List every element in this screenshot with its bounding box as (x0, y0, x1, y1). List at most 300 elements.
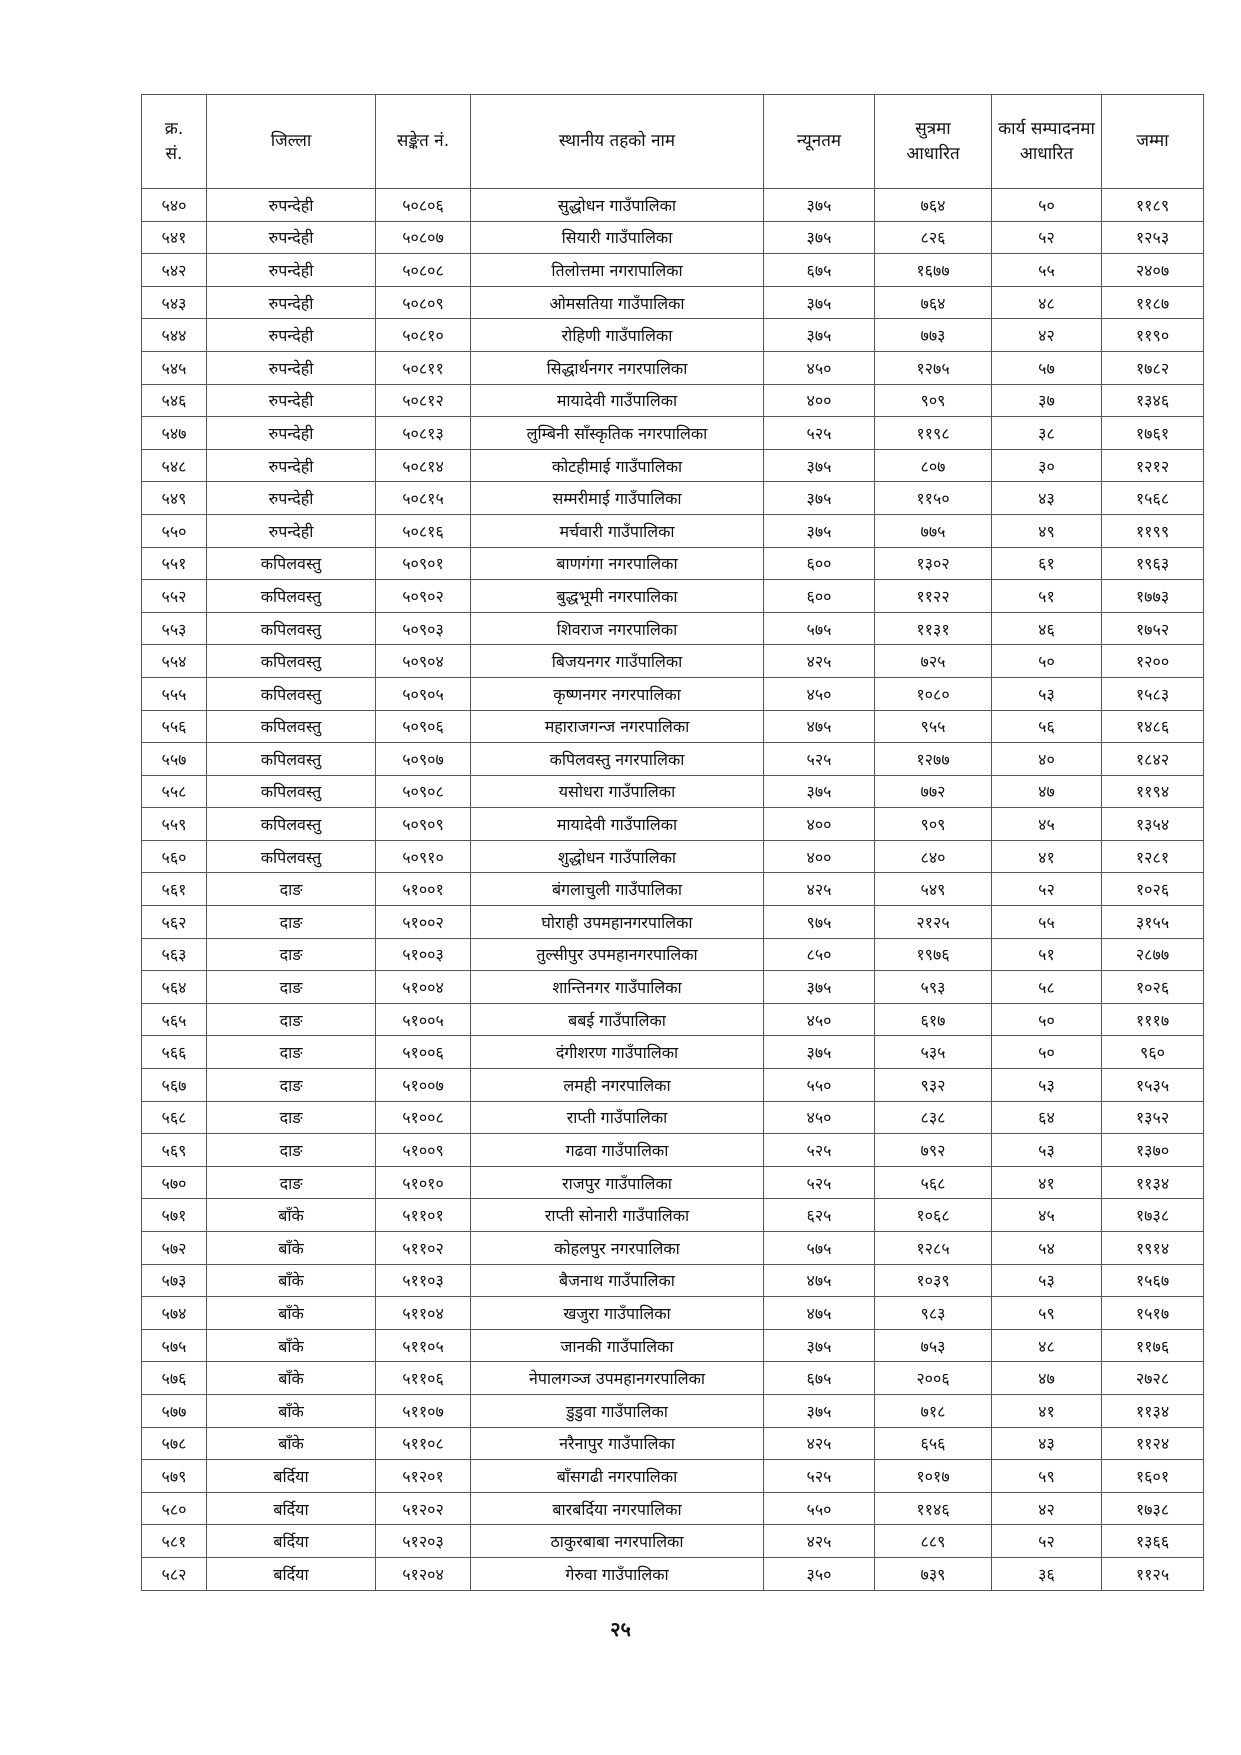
table-row (142, 1003, 1204, 1036)
cell-formula-based: ७२५ (875, 645, 992, 678)
cell-total: १०२६ (1102, 873, 1204, 906)
table-row (142, 873, 1204, 906)
cell-minimum: ६७५ (764, 254, 875, 287)
cell-formula-based: ९३२ (875, 1069, 992, 1102)
cell-total: ११८७ (1102, 286, 1204, 319)
cell-district: दाङ (207, 1069, 376, 1102)
header-total: जम्मा (1102, 95, 1204, 189)
cell-minimum: ३७५ (764, 319, 875, 352)
cell-local-level-name: राप्ती गाउँपालिका (471, 1101, 764, 1134)
cell-serial-no: ५६२ (142, 906, 207, 939)
cell-performance-based: ४१ (992, 1166, 1102, 1199)
cell-formula-based: ९८३ (875, 1297, 992, 1330)
cell-total: ११२४ (1102, 1427, 1204, 1460)
cell-serial-no: ५५६ (142, 710, 207, 743)
cell-district: रुपन्देही (207, 221, 376, 254)
cell-formula-based: १३०२ (875, 547, 992, 580)
table-row (142, 971, 1204, 1004)
cell-formula-based: ११२२ (875, 580, 992, 613)
cell-district: दाङ (207, 1134, 376, 1167)
cell-serial-no: ५६८ (142, 1101, 207, 1134)
cell-performance-based: ४५ (992, 808, 1102, 841)
cell-local-level-name: कृष्णनगर नगरपालिका (471, 677, 764, 710)
cell-total: ३१५५ (1102, 906, 1204, 939)
cell-minimum: ५७५ (764, 1232, 875, 1265)
cell-district: दाङ (207, 938, 376, 971)
cell-serial-no: ५६६ (142, 1036, 207, 1069)
cell-local-level-name: बाँसगढी नगरपालिका (471, 1460, 764, 1493)
cell-total: ११२५ (1102, 1557, 1204, 1590)
cell-code-no: ५०८१६ (376, 514, 471, 547)
cell-code-no: ५०८१० (376, 319, 471, 352)
table-row (142, 384, 1204, 417)
cell-formula-based: १२७७ (875, 743, 992, 776)
cell-formula-based: २००६ (875, 1362, 992, 1395)
cell-code-no: ५०८०८ (376, 254, 471, 287)
cell-serial-no: ५५४ (142, 645, 207, 678)
cell-local-level-name: राजपुर गाउँपालिका (471, 1166, 764, 1199)
cell-performance-based: ५३ (992, 677, 1102, 710)
cell-total: १५६७ (1102, 1264, 1204, 1297)
cell-performance-based: ५४ (992, 1232, 1102, 1265)
table-row (142, 417, 1204, 450)
cell-minimum: ६७५ (764, 1362, 875, 1395)
cell-minimum: ४७५ (764, 1297, 875, 1330)
cell-serial-no: ५६१ (142, 873, 207, 906)
cell-minimum: ६२५ (764, 1199, 875, 1232)
cell-code-no: ५११०५ (376, 1329, 471, 1362)
cell-district: दाङ (207, 873, 376, 906)
cell-total: ९६० (1102, 1036, 1204, 1069)
cell-serial-no: ५४६ (142, 384, 207, 417)
cell-formula-based: ८३८ (875, 1101, 992, 1134)
cell-total: १९१४ (1102, 1232, 1204, 1265)
cell-local-level-name: तुल्सीपुर उपमहानगरपालिका (471, 938, 764, 971)
cell-formula-based: ५३५ (875, 1036, 992, 1069)
cell-serial-no: ५६५ (142, 1003, 207, 1036)
header-code-no: सङ्केत नं. (376, 95, 471, 189)
cell-local-level-name: शुद्धोधन गाउँपालिका (471, 840, 764, 873)
cell-total: ११९४ (1102, 775, 1204, 808)
cell-minimum: ९७५ (764, 906, 875, 939)
cell-district: कपिलवस्तु (207, 775, 376, 808)
cell-performance-based: ५३ (992, 1134, 1102, 1167)
cell-total: १३६६ (1102, 1525, 1204, 1558)
cell-minimum: ४२५ (764, 1525, 875, 1558)
cell-district: दाङ (207, 1101, 376, 1134)
cell-local-level-name: शान्तिनगर गाउँपालिका (471, 971, 764, 1004)
cell-performance-based: ५७ (992, 351, 1102, 384)
cell-performance-based: ५० (992, 1003, 1102, 1036)
cell-district: रुपन्देही (207, 514, 376, 547)
cell-total: १५६८ (1102, 482, 1204, 515)
cell-total: १२०० (1102, 645, 1204, 678)
cell-total: २४०७ (1102, 254, 1204, 287)
cell-total: ११७६ (1102, 1329, 1204, 1362)
cell-code-no: ५१००७ (376, 1069, 471, 1102)
cell-district: कपिलवस्तु (207, 710, 376, 743)
cell-minimum: ३७५ (764, 449, 875, 482)
header-serial-no: क्र. सं. (142, 95, 207, 189)
cell-serial-no: ५५८ (142, 775, 207, 808)
table-row (142, 1297, 1204, 1330)
cell-performance-based: ६४ (992, 1101, 1102, 1134)
cell-code-no: ५०८१३ (376, 417, 471, 450)
cell-performance-based: ४३ (992, 1427, 1102, 1460)
cell-formula-based: ६१७ (875, 1003, 992, 1036)
table-row (142, 1427, 1204, 1460)
table-row (142, 906, 1204, 939)
cell-code-no: ५०९०९ (376, 808, 471, 841)
cell-total: १४८६ (1102, 710, 1204, 743)
cell-minimum: ३७५ (764, 189, 875, 222)
cell-local-level-name: मर्चवारी गाउँपालिका (471, 514, 764, 547)
table-row (142, 710, 1204, 743)
cell-formula-based: ११५० (875, 482, 992, 515)
cell-serial-no: ५७८ (142, 1427, 207, 1460)
cell-performance-based: ५१ (992, 580, 1102, 613)
table-row (142, 1232, 1204, 1265)
cell-formula-based: ७९२ (875, 1134, 992, 1167)
header-district: जिल्ला (207, 95, 376, 189)
cell-code-no: ५०८१४ (376, 449, 471, 482)
cell-local-level-name: मायादेवी गाउँपालिका (471, 808, 764, 841)
cell-minimum: ४२५ (764, 645, 875, 678)
cell-performance-based: ४३ (992, 482, 1102, 515)
cell-code-no: ५०९१० (376, 840, 471, 873)
cell-total: १३५२ (1102, 1101, 1204, 1134)
table-row (142, 775, 1204, 808)
cell-code-no: ५०८०६ (376, 189, 471, 222)
cell-code-no: ५११०२ (376, 1232, 471, 1265)
cell-code-no: ५११०४ (376, 1297, 471, 1330)
cell-performance-based: ४० (992, 743, 1102, 776)
cell-code-no: ५१००४ (376, 971, 471, 1004)
cell-local-level-name: दंगीशरण गाउँपालिका (471, 1036, 764, 1069)
cell-local-level-name: गेरुवा गाउँपालिका (471, 1557, 764, 1590)
cell-total: १२१२ (1102, 449, 1204, 482)
table-row (142, 580, 1204, 613)
cell-minimum: ४७५ (764, 710, 875, 743)
cell-serial-no: ५६९ (142, 1134, 207, 1167)
table-row (142, 1166, 1204, 1199)
cell-total: १७५२ (1102, 612, 1204, 645)
table-row (142, 1525, 1204, 1558)
cell-formula-based: २१२५ (875, 906, 992, 939)
cell-code-no: ५०८१२ (376, 384, 471, 417)
cell-local-level-name: कपिलवस्तु नगरपालिका (471, 743, 764, 776)
cell-district: रुपन्देही (207, 384, 376, 417)
cell-code-no: ५०८०९ (376, 286, 471, 319)
cell-serial-no: ५७५ (142, 1329, 207, 1362)
cell-total: १०२६ (1102, 971, 1204, 1004)
cell-formula-based: १०६८ (875, 1199, 992, 1232)
cell-serial-no: ५७९ (142, 1460, 207, 1493)
cell-serial-no: ५६३ (142, 938, 207, 971)
cell-performance-based: ५१ (992, 938, 1102, 971)
cell-performance-based: ५० (992, 1036, 1102, 1069)
cell-performance-based: ४८ (992, 286, 1102, 319)
cell-code-no: ५११०३ (376, 1264, 471, 1297)
cell-performance-based: ४१ (992, 840, 1102, 873)
cell-district: कपिलवस्तु (207, 840, 376, 873)
cell-performance-based: ६१ (992, 547, 1102, 580)
cell-local-level-name: सियारी गाउँपालिका (471, 221, 764, 254)
cell-formula-based: ८२६ (875, 221, 992, 254)
cell-local-level-name: कोटहीमाई गाउँपालिका (471, 449, 764, 482)
cell-serial-no: ५५७ (142, 743, 207, 776)
cell-local-level-name: यसोधरा गाउँपालिका (471, 775, 764, 808)
cell-local-level-name: महाराजगन्ज नगरपालिका (471, 710, 764, 743)
cell-minimum: ४५० (764, 351, 875, 384)
cell-total: ११९९ (1102, 514, 1204, 547)
cell-district: बाँके (207, 1232, 376, 1265)
cell-formula-based: ५९३ (875, 971, 992, 1004)
cell-code-no: ५११०८ (376, 1427, 471, 1460)
cell-serial-no: ५५० (142, 514, 207, 547)
cell-serial-no: ५७४ (142, 1297, 207, 1330)
cell-district: दाङ (207, 971, 376, 1004)
cell-minimum: ५२५ (764, 1134, 875, 1167)
cell-minimum: ३७५ (764, 221, 875, 254)
cell-total: १५८३ (1102, 677, 1204, 710)
table-row (142, 1329, 1204, 1362)
cell-district: बाँके (207, 1394, 376, 1427)
cell-serial-no: ५४४ (142, 319, 207, 352)
table-row (142, 1264, 1204, 1297)
cell-code-no: ५०९०१ (376, 547, 471, 580)
cell-local-level-name: नरैनापुर गाउँपालिका (471, 1427, 764, 1460)
cell-minimum: ४२५ (764, 873, 875, 906)
cell-district: दाङ (207, 1166, 376, 1199)
cell-local-level-name: बिजयनगर गाउँपालिका (471, 645, 764, 678)
cell-formula-based: १६७७ (875, 254, 992, 287)
cell-code-no: ५१२०२ (376, 1492, 471, 1525)
page-number: २५ (610, 1617, 631, 1641)
cell-local-level-name: नेपालगञ्ज उपमहानगरपालिका (471, 1362, 764, 1395)
cell-local-level-name: बंगलाचुली गाउँपालिका (471, 873, 764, 906)
table-row (142, 612, 1204, 645)
table-row (142, 645, 1204, 678)
cell-minimum: ३७५ (764, 971, 875, 1004)
cell-serial-no: ५४९ (142, 482, 207, 515)
cell-performance-based: ४२ (992, 319, 1102, 352)
cell-district: कपिलवस्तु (207, 547, 376, 580)
cell-performance-based: ५५ (992, 906, 1102, 939)
cell-formula-based: ७५३ (875, 1329, 992, 1362)
cell-district: रुपन्देही (207, 286, 376, 319)
cell-district: बर्दिया (207, 1557, 376, 1590)
cell-performance-based: ४५ (992, 1199, 1102, 1232)
cell-code-no: ५०९०३ (376, 612, 471, 645)
cell-performance-based: ५९ (992, 1297, 1102, 1330)
cell-local-level-name: ठाकुरबाबा नगरपालिका (471, 1525, 764, 1558)
cell-minimum: ५२५ (764, 1460, 875, 1493)
cell-minimum: ४५० (764, 677, 875, 710)
cell-performance-based: ४२ (992, 1492, 1102, 1525)
cell-minimum: ३७५ (764, 286, 875, 319)
cell-district: कपिलवस्तु (207, 612, 376, 645)
cell-minimum: ४२५ (764, 1427, 875, 1460)
table-row (142, 743, 1204, 776)
table-row (142, 1036, 1204, 1069)
cell-formula-based: १९७६ (875, 938, 992, 971)
cell-formula-based: ९०९ (875, 384, 992, 417)
cell-local-level-name: घोराही उपमहानगरपालिका (471, 906, 764, 939)
cell-minimum: ४५० (764, 1003, 875, 1036)
cell-minimum: ५७५ (764, 612, 875, 645)
table-row (142, 1199, 1204, 1232)
cell-formula-based: ९०९ (875, 808, 992, 841)
cell-serial-no: ५४५ (142, 351, 207, 384)
cell-serial-no: ५४० (142, 189, 207, 222)
cell-code-no: ५०९०८ (376, 775, 471, 808)
cell-code-no: ५१००६ (376, 1036, 471, 1069)
cell-minimum: ६०० (764, 547, 875, 580)
cell-code-no: ५०९०५ (376, 677, 471, 710)
cell-serial-no: ५७२ (142, 1232, 207, 1265)
cell-minimum: ४०० (764, 384, 875, 417)
cell-code-no: ५०८१५ (376, 482, 471, 515)
cell-local-level-name: खजुरा गाउँपालिका (471, 1297, 764, 1330)
cell-local-level-name: बाणगंगा नगरपालिका (471, 547, 764, 580)
cell-local-level-name: सम्मरीमाई गाउँपालिका (471, 482, 764, 515)
cell-minimum: ५५० (764, 1069, 875, 1102)
cell-performance-based: ४१ (992, 1394, 1102, 1427)
cell-performance-based: ५६ (992, 710, 1102, 743)
cell-performance-based: ३० (992, 449, 1102, 482)
table-row (142, 840, 1204, 873)
table-row (142, 319, 1204, 352)
cell-total: १२५३ (1102, 221, 1204, 254)
cell-serial-no: ५६० (142, 840, 207, 873)
cell-serial-no: ५८२ (142, 1557, 207, 1590)
cell-performance-based: ४७ (992, 1362, 1102, 1395)
cell-serial-no: ५५५ (142, 677, 207, 710)
cell-local-level-name: रोहिणी गाउँपालिका (471, 319, 764, 352)
cell-district: रुपन्देही (207, 449, 376, 482)
cell-minimum: ३५० (764, 1557, 875, 1590)
cell-district: कपिलवस्तु (207, 580, 376, 613)
cell-code-no: ५१२०१ (376, 1460, 471, 1493)
cell-code-no: ५०८११ (376, 351, 471, 384)
cell-district: कपिलवस्तु (207, 645, 376, 678)
table-row (142, 1362, 1204, 1395)
cell-local-level-name: मायादेवी गाउँपालिका (471, 384, 764, 417)
cell-total: ११३४ (1102, 1166, 1204, 1199)
cell-total: १७७३ (1102, 580, 1204, 613)
cell-total: १८४२ (1102, 743, 1204, 776)
cell-local-level-name: लुम्बिनी साँस्कृतिक नगरपालिका (471, 417, 764, 450)
cell-formula-based: ७३९ (875, 1557, 992, 1590)
cell-total: १५१७ (1102, 1297, 1204, 1330)
cell-total: १९६३ (1102, 547, 1204, 580)
cell-serial-no: ५४२ (142, 254, 207, 287)
cell-district: रुपन्देही (207, 189, 376, 222)
cell-serial-no: ५६४ (142, 971, 207, 1004)
cell-local-level-name: शिवराज नगरपालिका (471, 612, 764, 645)
cell-serial-no: ५५१ (142, 547, 207, 580)
cell-district: बाँके (207, 1329, 376, 1362)
cell-performance-based: ४७ (992, 775, 1102, 808)
cell-total: ११३४ (1102, 1394, 1204, 1427)
cell-code-no: ५१०१० (376, 1166, 471, 1199)
cell-formula-based: ८०७ (875, 449, 992, 482)
cell-minimum: ३७५ (764, 775, 875, 808)
cell-minimum: ५२५ (764, 417, 875, 450)
table-row (142, 1394, 1204, 1427)
table-row (142, 677, 1204, 710)
cell-serial-no: ५७७ (142, 1394, 207, 1427)
table-row (142, 1557, 1204, 1590)
cell-serial-no: ५८० (142, 1492, 207, 1525)
cell-serial-no: ५५३ (142, 612, 207, 645)
cell-district: बाँके (207, 1297, 376, 1330)
cell-formula-based: ७७३ (875, 319, 992, 352)
cell-minimum: ५५० (764, 1492, 875, 1525)
cell-formula-based: ९५५ (875, 710, 992, 743)
cell-code-no: ५०९०४ (376, 645, 471, 678)
cell-code-no: ५१००२ (376, 906, 471, 939)
table-row (142, 1460, 1204, 1493)
cell-district: कपिलवस्तु (207, 677, 376, 710)
table-row (142, 1492, 1204, 1525)
table-row (142, 286, 1204, 319)
cell-total: २७२८ (1102, 1362, 1204, 1395)
header-local-level-name: स्थानीय तहको नाम (471, 95, 764, 189)
cell-total: ११८९ (1102, 189, 1204, 222)
cell-formula-based: ११४६ (875, 1492, 992, 1525)
cell-code-no: ५०९०६ (376, 710, 471, 743)
cell-performance-based: ५३ (992, 1264, 1102, 1297)
cell-district: दाङ (207, 906, 376, 939)
cell-local-level-name: ओमसतिया गाउँपालिका (471, 286, 764, 319)
cell-total: १३४६ (1102, 384, 1204, 417)
cell-total: १३५४ (1102, 808, 1204, 841)
table-row (142, 808, 1204, 841)
cell-formula-based: ५४९ (875, 873, 992, 906)
cell-performance-based: ५२ (992, 221, 1102, 254)
cell-formula-based: १०१७ (875, 1460, 992, 1493)
cell-total: २८७७ (1102, 938, 1204, 971)
table-row (142, 938, 1204, 971)
cell-total: १३७० (1102, 1134, 1204, 1167)
header-performance-based: कार्य सम्पादनमा आधारित (992, 95, 1102, 189)
cell-code-no: ५११०७ (376, 1394, 471, 1427)
cell-performance-based: ५९ (992, 1460, 1102, 1493)
cell-district: कपिलवस्तु (207, 743, 376, 776)
cell-total: १२८१ (1102, 840, 1204, 873)
cell-formula-based: ७६४ (875, 189, 992, 222)
cell-formula-based: ७७५ (875, 514, 992, 547)
cell-total: १७८२ (1102, 351, 1204, 384)
cell-district: रुपन्देही (207, 254, 376, 287)
cell-local-level-name: बबई गाउँपालिका (471, 1003, 764, 1036)
cell-minimum: ३७५ (764, 482, 875, 515)
cell-performance-based: ५३ (992, 1069, 1102, 1102)
cell-local-level-name: सुद्धोधन गाउँपालिका (471, 189, 764, 222)
cell-district: दाङ (207, 1003, 376, 1036)
cell-district: बर्दिया (207, 1525, 376, 1558)
cell-code-no: ५१००८ (376, 1101, 471, 1134)
cell-formula-based: ५६८ (875, 1166, 992, 1199)
cell-total: १५३५ (1102, 1069, 1204, 1102)
cell-performance-based: ४८ (992, 1329, 1102, 1362)
cell-local-level-name: सिद्धार्थनगर नगरपालिका (471, 351, 764, 384)
cell-minimum: ५२५ (764, 1166, 875, 1199)
cell-formula-based: ७१८ (875, 1394, 992, 1427)
cell-minimum: ६०० (764, 580, 875, 613)
